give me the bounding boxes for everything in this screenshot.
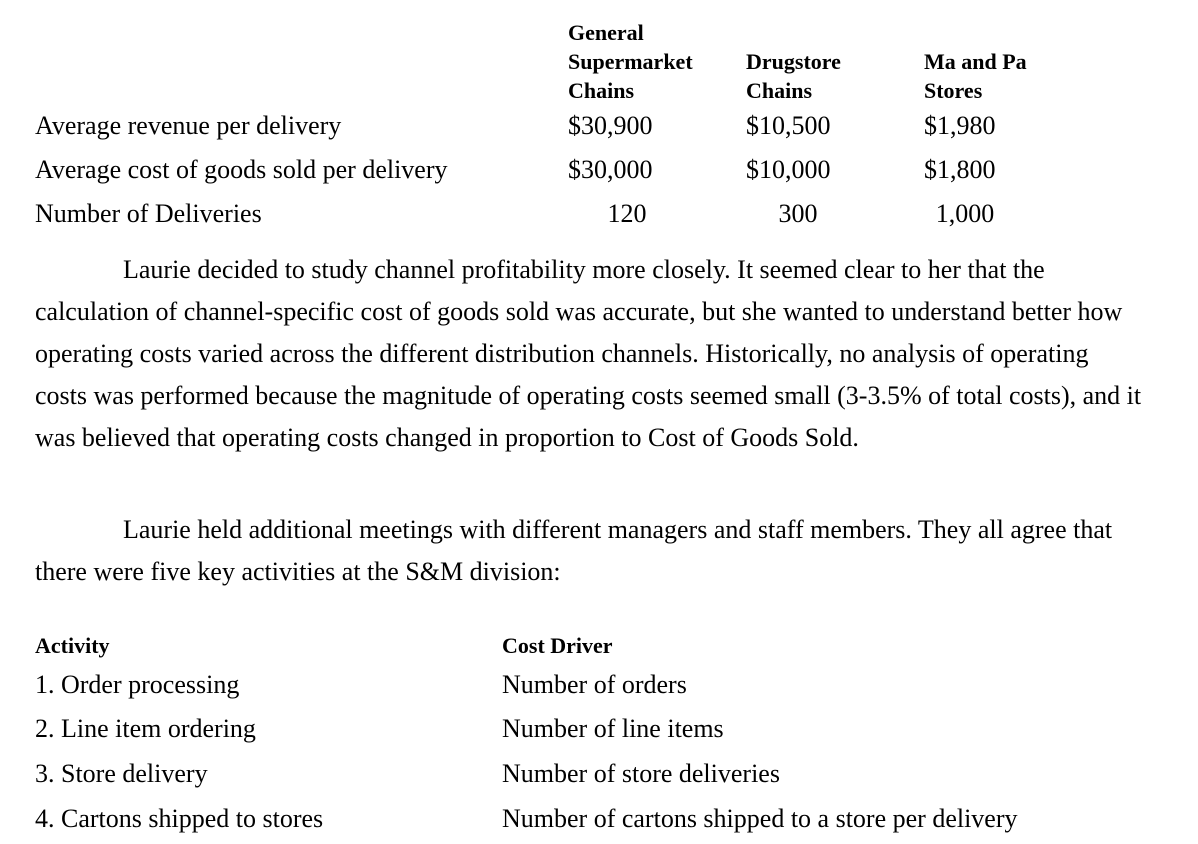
cost-driver-item: Number of store deliveries [502,759,780,788]
activity-item: 3. Store delivery [35,759,208,788]
row-label-revenue: Average revenue per delivery [35,111,342,140]
cell-deliveries-supermarket: 120 [607,199,647,228]
row-label-cogs: Average cost of goods sold per delivery [35,155,448,184]
cell-deliveries-mapa: 1,000 [935,199,995,228]
cell-revenue-drugstore: $10,500 [746,111,831,140]
cell-cogs-mapa: $1,800 [924,155,996,184]
cell-deliveries-drugstore: 300 [778,199,818,228]
cost-driver-item: Number of line items [502,714,724,743]
column-header-mapa: Ma and Pa Stores [924,49,1027,103]
column-header-drugstore: Drugstore Chains [746,49,841,103]
paragraph-channel-profitability: Laurie decided to study channel profitability more closely. It seemed clear to her that the calculation of channel-specific cost of goods sold was accurate, but she wanted to understand better how operating costs varied across the different distribution channels. Historically, no analysis of operating costs was performed because the magnitude of operating costs seemed small (3-3.5% of total costs), and it was believed that operating costs changed in proportion to Cost of Goods Sold. [35,255,1142,452]
row-label-deliveries: Number of Deliveries [35,199,262,228]
activity-item: 2. Line item ordering [35,714,256,743]
cell-revenue-mapa: $1,980 [924,111,996,140]
activity-item: 4. Cartons shipped to stores [35,804,324,833]
cell-cogs-drugstore: $10,000 [746,155,831,184]
paragraph-key-activities: Laurie held additional meetings with different managers and staff members. They all agree that there were five key activities at the S&M division: [35,515,1113,586]
cell-cogs-supermarket: $30,000 [568,155,653,184]
column-header-supermarket: General Supermarket Chains [568,20,693,103]
activity-header: Activity [35,633,110,658]
cell-revenue-supermarket: $30,900 [568,111,653,140]
cost-driver-header: Cost Driver [502,633,613,658]
cost-driver-item: Number of orders [502,670,687,699]
activity-item: 1. Order processing [35,670,240,699]
cost-driver-item: Number of cartons shipped to a store per delivery [502,804,1018,833]
